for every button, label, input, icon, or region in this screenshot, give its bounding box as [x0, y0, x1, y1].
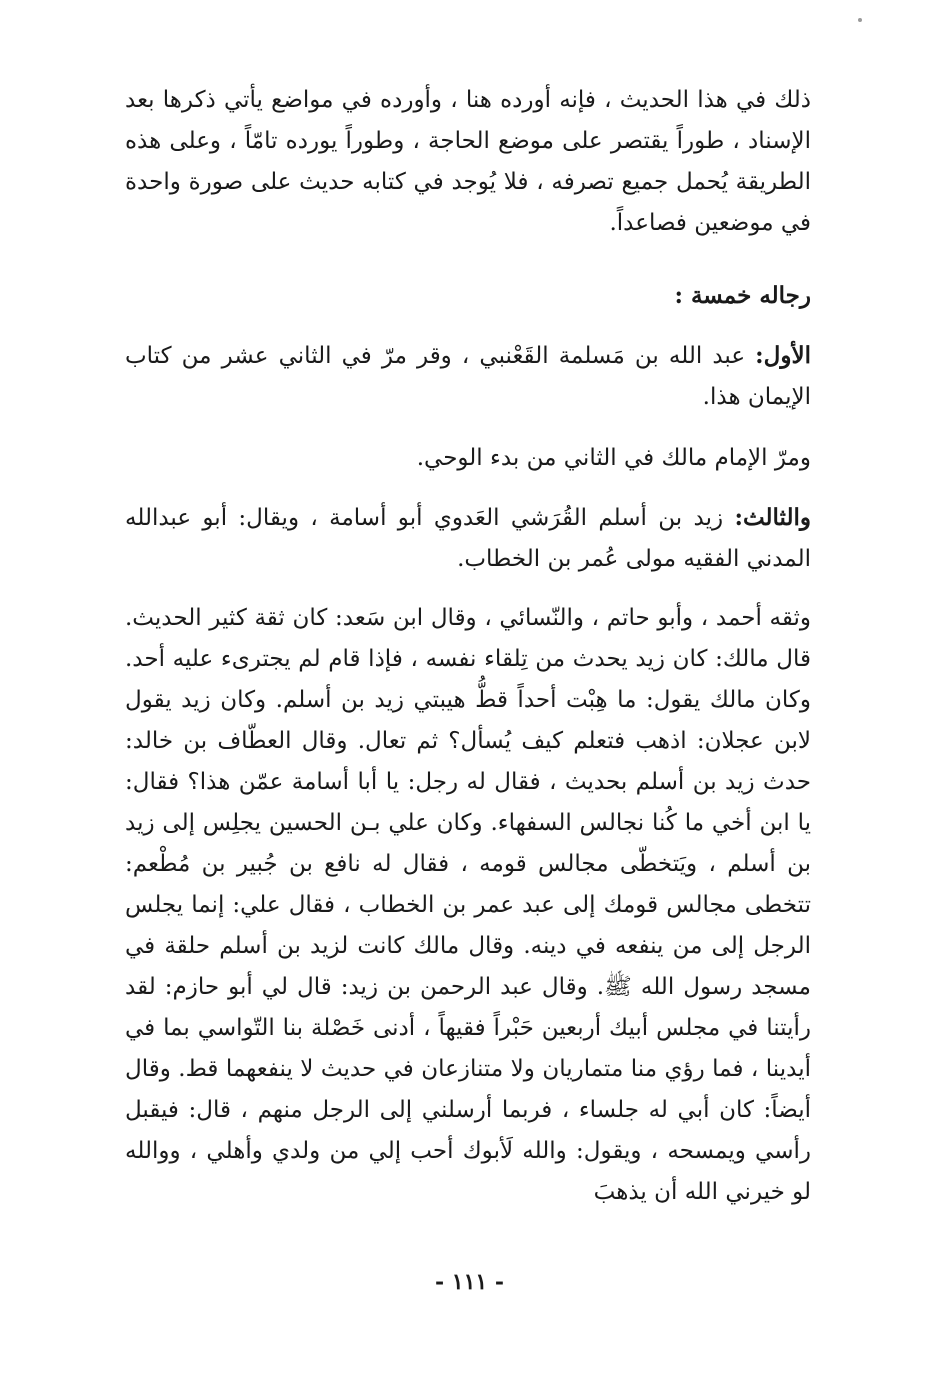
first-narrator-text: عبد الله بن مَسلمة القَعْنبي ، وقر مرّ في الثاني عشر من كتاب الإيمان هذا. [125, 343, 811, 410]
intro-paragraph [125, 80, 811, 244]
biography-paragraph [125, 598, 811, 1213]
third-narrator-label: والثالث: [734, 504, 811, 531]
first-narrator-label: الأول: [755, 342, 811, 369]
biography-text: وثقه أحمد ، وأبو حاتم ، والنّسائي ، وقال ابن سَعد: كان ثقة كثير الحديث. قال مالك: كان زيد يحدث من تِلقاء نفسه ، فإذا قام لم يجترىء عليه أحد. وكان مالك يقول: ما هِبْت أحداً قطُّ هيبتي زيد بن أسلم. وكان زيد يقول لابن عجلان: اذهب فتعلم كيف يُسأل؟ ثم تعال. وقال العطّاف بن خالد: حدث زيد بن أسلم بحديث ، فقال له رجل: يا أبا أسامة عمّن هذا؟ فقال: يا ابن أخي ما كُنا نجالس السفهاء. وكان علي بـن الحسين يجلِس إلى زيد بن أسلم ، ويَتخطّى مجالس قومه ، فقال له نافع بن جُبير بن مُطْعم: تتخطى مجالس قومك إلى عبد عمر بن الخطاب ، فقال علي: إنما يجلس الرجل إلى من ينفعه في دينه. وقال مالك كانت لزيد بن أسلم حلقة في مسجد رسول الله ﷺ. وقال عبد الرحمن بن زيد: قال لي أبو حازم: لقد رأيتنا في مجلس أبيك أربعين حَبْراً فقيهاً ، أدنى خَصْلة بنا التّواسي بما في أيدينا ، فما رؤي منا متماريان ولا متنازعان في حديث لا ينفعهما قط. وقال أيضاً: كان أبي له جلساء ، فربما أرسلني إلى الرجل منهم ، قال: فيقبل رأسي ويمسحه ، ويقول: والله لَأبوك أحب إلي من ولدي وأهلي ، ووالله لو خيرني الله أن يذهبَ [125, 605, 811, 1205]
third-narrator-paragraph [125, 497, 811, 580]
second-narrator-paragraph [125, 438, 811, 479]
corner-speck [858, 18, 862, 22]
third-narrator-text: زيد بن أسلم القُرَشي العَدوي أبو أسامة ، ويقال: أبو عبدالله المدني الفقيه مولى عُمر بن الخطاب. [125, 505, 811, 572]
second-narrator-text: ومرّ الإمام مالك في الثاني من بدء الوحي. [416, 445, 811, 471]
narrators-heading [125, 275, 811, 316]
first-narrator-paragraph [125, 335, 811, 418]
page-number: - ١١١ - [434, 1269, 505, 1295]
intro-text: ذلك في هذا الحديث ، فإنه أورده هنا ، وأورده في مواضع يأتي ذكرها بعد الإسناد ، طوراً يقتصر على موضع الحاجة ، وطوراً يورده تامّاً ، وعلى هذه الطريقة يُحمل جميع تصرفه ، فلا يُوجد في كتابه حديث على صورة واحدة في موضعين فصاعداً. [125, 87, 811, 236]
narrators-heading-text: رجاله خمسة : [674, 282, 811, 309]
